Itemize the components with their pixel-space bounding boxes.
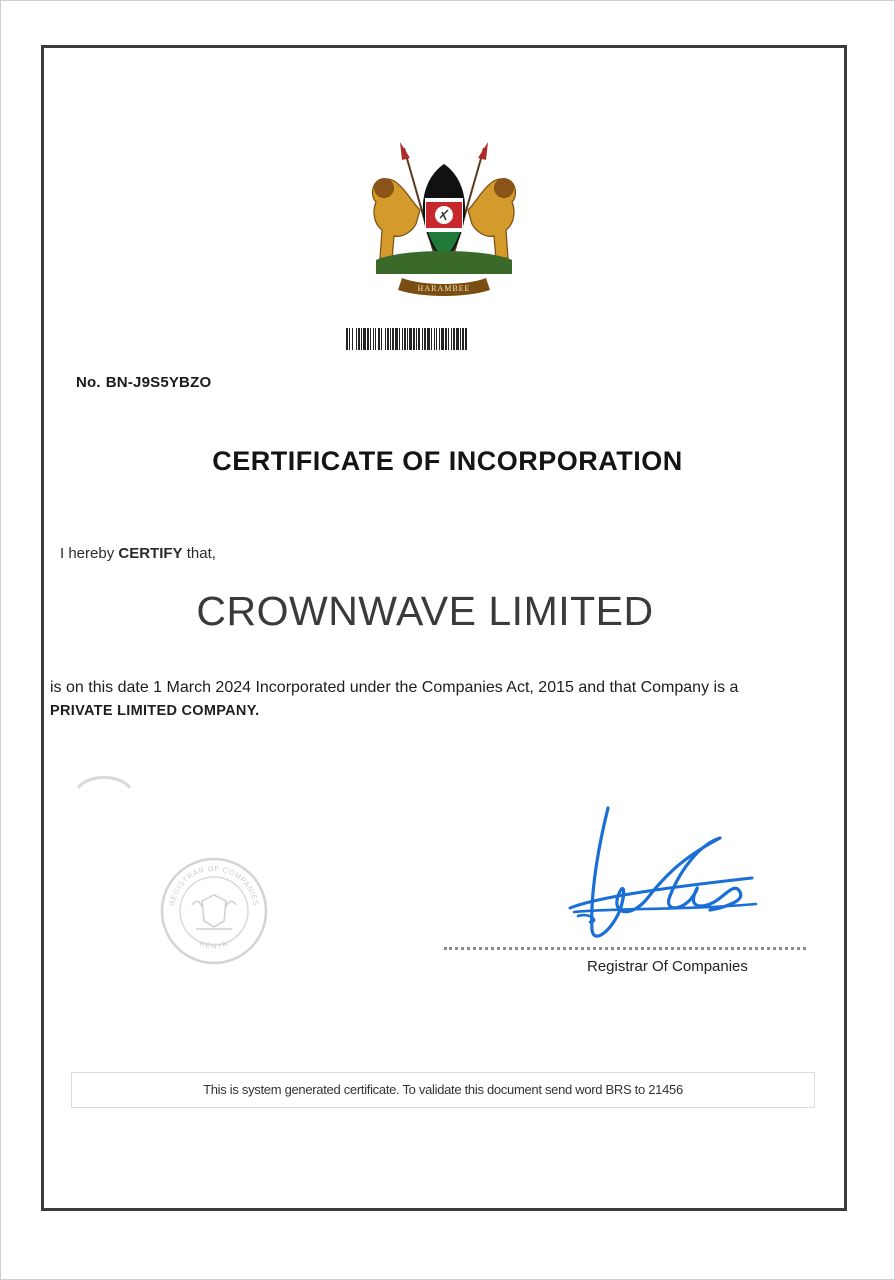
barcode bbox=[346, 328, 540, 350]
barcode-bar bbox=[381, 328, 382, 350]
barcode-bar bbox=[431, 328, 432, 350]
certificate-number-value: BN-J9S5YBZO bbox=[105, 374, 212, 391]
coat-of-arms-icon bbox=[362, 140, 526, 296]
barcode-bar bbox=[413, 328, 415, 350]
certify-prefix: I hereby bbox=[60, 545, 115, 562]
barcode-bar bbox=[356, 328, 357, 350]
validation-box bbox=[71, 1072, 815, 1108]
barcode-bar bbox=[392, 328, 394, 350]
svg-text:KENYA bbox=[199, 939, 229, 951]
faint-seal-fragment-icon bbox=[74, 772, 134, 790]
validation-note: This is system generated certificate. To validate this document send word BRS to 21456 bbox=[203, 1082, 683, 1097]
barcode-bar bbox=[367, 328, 369, 350]
registrar-signature bbox=[560, 800, 765, 950]
certify-word: CERTIFY bbox=[118, 545, 183, 562]
barcode-bar bbox=[390, 328, 391, 350]
certify-suffix: that, bbox=[186, 545, 216, 562]
barcode-bar bbox=[370, 328, 371, 350]
barcode-bar bbox=[456, 328, 459, 350]
certify-line bbox=[60, 545, 216, 562]
barcode-bar bbox=[399, 328, 400, 350]
barcode-bar bbox=[407, 328, 408, 350]
certificate-number bbox=[76, 374, 211, 391]
barcode-bar bbox=[465, 328, 467, 350]
barcode-bar bbox=[385, 328, 386, 350]
barcode-bar bbox=[358, 328, 360, 350]
barcode-bar bbox=[349, 328, 350, 350]
barcode-bar bbox=[409, 328, 412, 350]
barcode-bar bbox=[462, 328, 464, 350]
barcode-bar bbox=[395, 328, 398, 350]
company-type: PRIVATE LIMITED COMPANY. bbox=[50, 703, 260, 719]
barcode-bar bbox=[434, 328, 435, 350]
certificate-title: CERTIFICATE OF INCORPORATION bbox=[212, 446, 683, 476]
barcode-bar bbox=[451, 328, 452, 350]
signature-line bbox=[444, 947, 806, 950]
barcode-bar bbox=[422, 328, 423, 350]
barcode-bar bbox=[378, 328, 380, 350]
seal-text-bottom: KENYA bbox=[198, 938, 230, 951]
registrar-seal-icon bbox=[156, 855, 272, 967]
barcode-bar bbox=[404, 328, 406, 350]
barcode-bar bbox=[387, 328, 389, 350]
barcode-bar bbox=[361, 328, 362, 350]
registrar-title: Registrar Of Companies bbox=[587, 958, 748, 975]
barcode-bar bbox=[363, 328, 366, 350]
barcode-bar bbox=[424, 328, 426, 350]
barcode-bar bbox=[402, 328, 403, 350]
incorporation-statement: is on this date 1 March 2024 Incorporated under the Companies Act, 2015 and that Company is a bbox=[50, 679, 739, 696]
barcode-bar bbox=[418, 328, 420, 350]
company-name: CROWNWAVE LIMITED bbox=[196, 588, 654, 634]
barcode-bar bbox=[352, 328, 353, 350]
certificate-number-label: No. bbox=[76, 374, 101, 391]
barcode-bar bbox=[448, 328, 449, 350]
barcode-bar bbox=[373, 328, 374, 350]
seal-text-top: REGISTRAR OF COMPANIES bbox=[167, 863, 261, 907]
barcode-bar bbox=[416, 328, 417, 350]
barcode-bar bbox=[445, 328, 447, 350]
barcode-bar bbox=[453, 328, 455, 350]
motto-text: HARAMBEE bbox=[417, 284, 471, 293]
barcode-bar bbox=[375, 328, 376, 350]
barcode-bar bbox=[346, 328, 348, 350]
barcode-bar bbox=[441, 328, 444, 350]
barcode-bar bbox=[460, 328, 461, 350]
barcode-bar bbox=[439, 328, 440, 350]
barcode-bar bbox=[436, 328, 437, 350]
barcode-bar bbox=[427, 328, 430, 350]
